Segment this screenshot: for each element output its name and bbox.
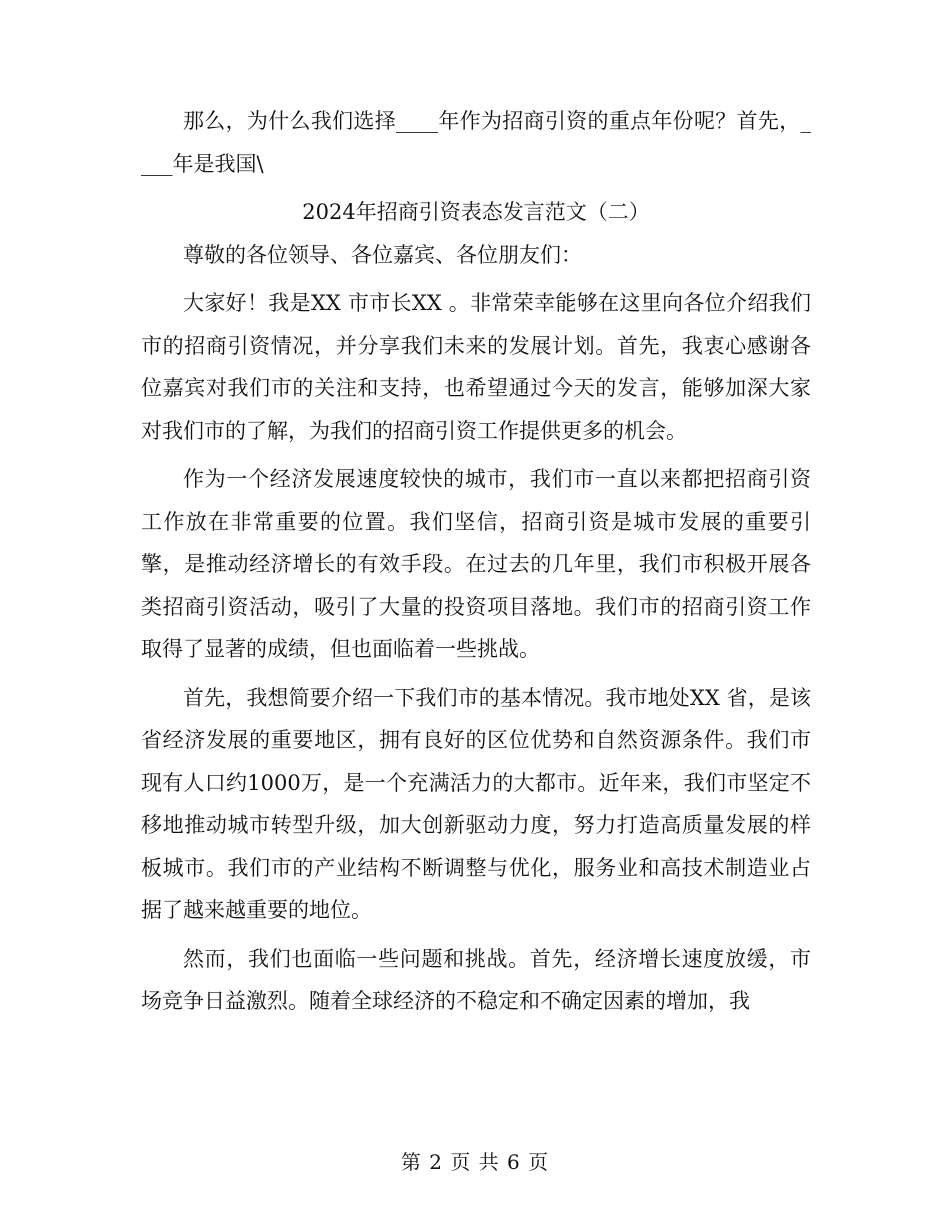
paragraph-investment-work: 作为一个经济发展速度较快的城市，我们市一直以来都把招商引资工作放在非常重要的位置。我们坚信，招商引资是城市发展的重要引擎，是推动经济增长的有效手段。在过去的几年里，我们市积极开展各类招商引资活动，吸引了大量的投资项目落地。我们市的招商引资工作取得了显著的成绩，但也面临着一些挑战。 xyxy=(141,467,811,661)
document-body xyxy=(141,100,811,1029)
paragraph-challenges: 然而，我们也面临一些问题和挑战。首先，经济增长速度放缓，市场竞争日益激烈。随着全球经济的不稳定和不确定因素的增加，我 xyxy=(141,946,811,1013)
salutation: 尊敬的各位领导、各位嘉宾、各位朋友们： xyxy=(183,242,582,267)
paragraph-greeting: 大家好！我是XX 市市长XX 。非常荣幸能够在这里向各位介绍我们市的招商引资情况，并分享我们未来的发展计划。首先，我衷心感谢各位嘉宾对我们市的关注和支持，也希望通过今天的发言，能够加深大家对我们市的了解，为我们的招商引资工作提供更多的机会。 xyxy=(141,291,811,443)
section-title: 2024年招商引资表态发言范文（二） xyxy=(302,200,650,224)
paragraph-city-overview: 首先，我想简要介绍一下我们市的基本情况。我市地处XX 省，是该省经济发展的重要地区，拥有良好的区位优势和自然资源条件。我们市现有人口约1000万，是一个充满活力的大都市。近年来，我们市坚定不移地推动城市转型升级，加大创新驱动力度，努力打造高质量发展的样板城市。我们市的产业结构不断调整与优化，服务业和高技术制造业占据了越来越重要的地位。 xyxy=(141,685,811,922)
page-number-footer: 第 2 页 共 6 页 xyxy=(400,1150,550,1174)
paragraph-intro: 那么，为什么我们选择____年作为招商引资的重点年份呢？首先，____年是我国\ xyxy=(141,109,811,176)
